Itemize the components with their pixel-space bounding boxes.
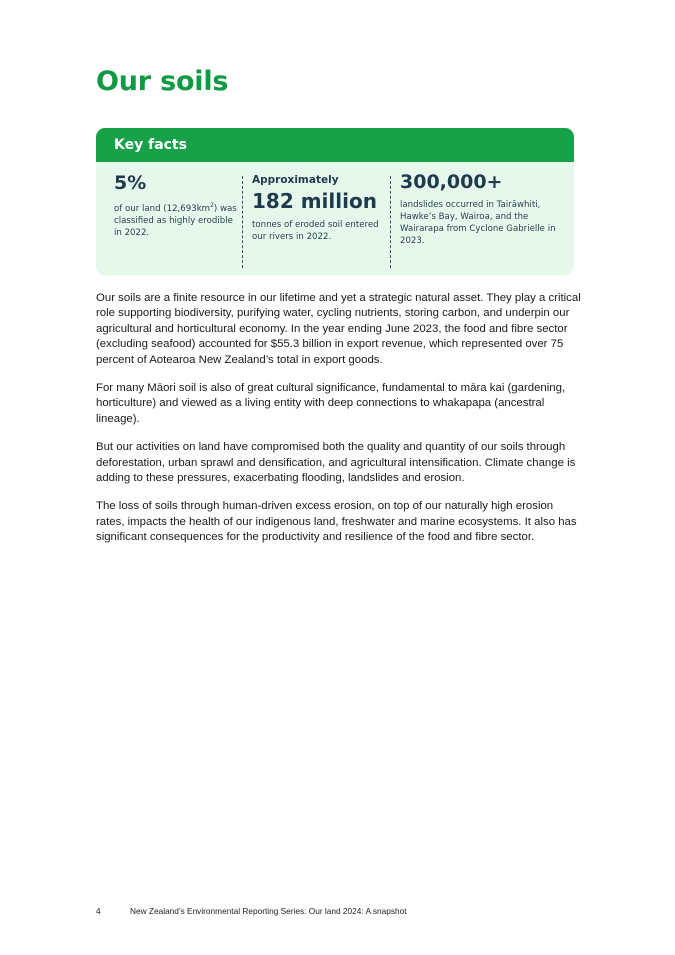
key-facts-panel	[96, 128, 574, 275]
fact-figure: 182 million	[252, 189, 377, 213]
fact-description-part: ) was classified as highly erodible in 2022.	[114, 203, 237, 238]
fact-figure: 300,000+	[400, 171, 503, 193]
fact-description: landslides occurred in Tairāwhiti, Hawke’s Bay, Wairoa, and the Wairarapa from Cyclone Gabrielle in 2023.	[400, 200, 556, 246]
fact-description: tonnes of eroded soil entered our rivers in 2022.	[252, 220, 379, 242]
paragraph: The loss of soils through human-driven excess erosion, on top of our naturally high erosion rates, impacts the health of our indigenous land, freshwater and marine ecosystems. It also has significant consequences for the productivity and resilience of the food and fibre sector.	[96, 500, 577, 544]
fact-eroded-soil	[252, 162, 382, 243]
body-text	[96, 291, 582, 559]
fact-eroded-land	[114, 162, 238, 239]
fact-description-part: of our land (12,693km	[114, 203, 211, 214]
fact-description-superscript: 2	[210, 202, 214, 209]
fact-lead: Approximately	[252, 174, 339, 186]
footer-text: New Zealand’s Environmental Reporting Series: Our land 2024: A snapshot	[130, 906, 407, 916]
fact-divider	[242, 176, 243, 268]
key-facts-row	[96, 162, 574, 275]
page-title: Our soils	[96, 66, 229, 97]
key-facts-heading: Key facts	[96, 128, 574, 162]
page-footer	[96, 906, 407, 916]
page-number: 4	[96, 906, 101, 916]
paragraph: But our activities on land have compromised both the quality and quantity of our soils through deforestation, urban sprawl and densification, and agricultural intensification. Climate change is adding to these pressures, exacerbating flooding, landslides and erosion.	[96, 441, 576, 485]
fact-divider	[390, 176, 391, 268]
paragraph: Our soils are a finite resource in our lifetime and yet a strategic natural asset. They play a critical role supporting biodiversity, purifying water, cycling nutrients, storing carbon, and underpin our agricultural and horticultural economy. In the year ending June 2023, the food and fibre sector (excluding seafood) accounted for $55.3 billion in export revenue, which represented over 75 percent of Aotearoa New Zealand’s total in export goods.	[96, 292, 581, 366]
fact-description	[114, 200, 238, 239]
fact-figure: 5%	[114, 172, 147, 194]
fact-landslides	[400, 162, 562, 247]
paragraph: For many Māori soil is also of great cultural significance, fundamental to māra kai (gardening, horticulture) and viewed as a living entity with deep connections to whakapapa (ancestral lineage).	[96, 382, 566, 425]
